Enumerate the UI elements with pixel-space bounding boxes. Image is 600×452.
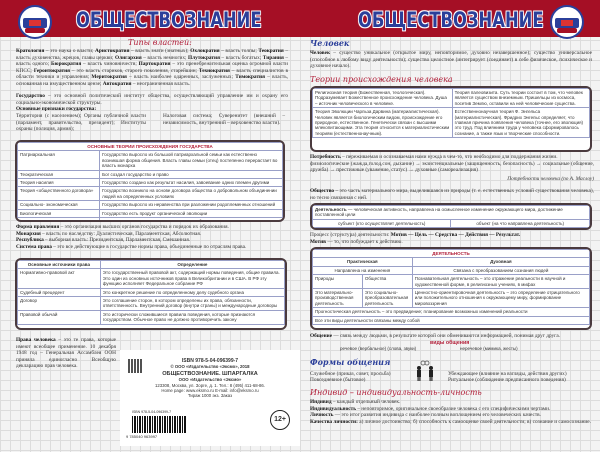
term: Государство <box>16 93 45 99</box>
cell-value: Ценностно-ориентировочная деятельность – это определение отрицательного или положительного отношения к окружающему миру, формирование мировоззрения <box>412 289 589 308</box>
term: Человек <box>310 50 330 56</box>
table-row <box>18 288 285 296</box>
term: Республика <box>16 237 44 244</box>
term: Личность <box>310 412 334 419</box>
term: Тирания <box>262 54 284 61</box>
text: – неограниченная власть. <box>131 80 191 87</box>
text: – власть толпы; <box>219 48 259 54</box>
table-row <box>18 269 285 288</box>
term: Теократия <box>258 48 284 54</box>
term: Монархия <box>16 230 41 237</box>
col-spiritual: Духовная <box>412 258 589 266</box>
text: – это власть стариков, старого поколения, старейшин; <box>70 67 199 74</box>
table-row <box>18 179 283 187</box>
table-row <box>313 108 590 138</box>
activity-object: объект (на что направлена деятельность) <box>451 219 590 227</box>
text: – власть по наследству: Дуалистическая, Парламентская, Абсолютная. <box>40 230 202 237</box>
term: Охлократия <box>190 48 220 54</box>
forms-heading: Формы общения <box>310 357 391 367</box>
table-cell: Судебный прецедент <box>18 288 101 296</box>
term: Олигархия <box>114 54 142 61</box>
table-cell: Теория «общественного договора» <box>18 187 100 201</box>
publisher-logo-left <box>18 5 52 39</box>
qr-code <box>128 359 142 373</box>
table-cell: Государство есть продукт органической эволюции <box>100 209 283 217</box>
society-paragraph <box>310 188 594 201</box>
text: – выборная власть: Президентская, Парламентская, Смешанная. <box>43 237 191 244</box>
column-header: Определение <box>100 261 284 269</box>
term: Технократия <box>198 67 230 74</box>
book-title: ОБЩЕСТВОЗНАНИЕ. ШПАРГАЛКА <box>162 370 258 377</box>
cell-cognitive: Познавательная деятельность – это отражение реальности в научной и художественной форме, в религиозных учениях, в мифах <box>412 275 589 289</box>
term: Форма правления <box>16 224 60 230</box>
text: а) личное достоинство; б) способность к самооценке своей деятельности; в) сознание и самосознание. <box>357 418 591 425</box>
text: – власть знати (знатных); <box>129 48 191 54</box>
text: – переживаемая и осознаваемая нами нужда в чем-то, что необходимо для поддержания жизни. <box>340 154 558 160</box>
term: Тимократия <box>235 74 265 81</box>
need-paragraph <box>310 154 594 174</box>
table-row <box>18 170 283 178</box>
term: Качества личности: <box>310 418 358 425</box>
text: – существо уникальное (открытое миру, неповторимое, духовно незавершенное); существо универсальное (способное к любому виду деятельности); существо целостное (интегрирует (соединяет) в себе физическое, психическое и духовное начало). <box>310 50 592 70</box>
cell-material: Это материально-производственная деятельность <box>313 289 363 308</box>
table-cell: Правовой обычай <box>18 310 101 324</box>
state-paragraph <box>16 93 288 106</box>
comm-verbal: речевое (вербальное) (слова, звуки) <box>340 346 417 351</box>
text: Процесс (структура) деятельности: <box>310 232 391 238</box>
table-row <box>18 310 285 324</box>
barcode-digits: 9 785040 963997 <box>126 434 158 439</box>
isbn: ISBN 978-5-04-096399-7 <box>181 358 239 364</box>
signs-col-1: Территория (с населением); Органы публичной власти (парламент, правительство, президент); Институты охраны (полиция, армия); <box>16 113 146 133</box>
web: Home page: www.eksmo.ru E-mail: info@eksmo.ru <box>161 388 259 394</box>
table-row <box>18 201 283 209</box>
form-everyday: Повседневное (бытовое) <box>310 377 366 383</box>
maslow-caption: Потребности человека (по А. Маслоу) <box>507 176 594 182</box>
publisher-logo-right <box>550 5 584 39</box>
table-header-row <box>18 261 285 269</box>
individual-heading: Индивид – индивидуальность-личность <box>310 388 482 397</box>
human-rights-paragraph <box>16 337 116 370</box>
page-title-right: ОБЩЕСТВОЗНАНИЕ <box>358 8 544 32</box>
origin-heading: Теории происхождения человека <box>310 75 453 84</box>
text: – власть наиболее одаренных, заслуженных; <box>126 74 236 81</box>
law-sources-table <box>15 258 287 330</box>
table-cell: Психике индивида изначально присуща потребность к повиновению <box>100 218 283 222</box>
table-cell: Патриархальная <box>18 151 100 170</box>
state-theories-table <box>15 140 285 222</box>
cell-social: Это социально-преобразовательная деятельность <box>362 289 412 308</box>
text: – это наука о власти; <box>44 48 96 54</box>
text: – власть чиновничеств; <box>81 61 139 68</box>
activity-box <box>310 203 592 230</box>
cell-directed: Направлена на изменения <box>313 266 413 274</box>
term: Общение <box>310 333 333 339</box>
activity-table-title: ДЕЯТЕЛЬНОСТЬ <box>313 250 590 258</box>
text: – это все действующие в государстве нормы права, объединенные по отраслям права. <box>51 243 247 250</box>
form-persuasive: Убеждающее (влияние на взгляды, действия других) <box>448 371 567 377</box>
term: Автократия <box>102 80 132 87</box>
table-row <box>18 151 283 170</box>
table-cell: Теория палеовизита. Суть теории состоит в том, что человек является существом внеземным. Пришельцы из космоса, посетив Землю, оставили на ней человеческие существа. <box>452 89 589 108</box>
text: – неповторимое, оригинальное своеобразие человека с его специфическими чертами. <box>356 405 551 412</box>
people-handshake-icon <box>415 360 439 382</box>
individual-paragraph <box>310 399 594 425</box>
text: — связь между людьми, в результате которой они обмениваются информацией, понимая друг друга. <box>332 333 561 339</box>
cell-nature: Природы <box>313 275 363 289</box>
text: – власть немногих; <box>141 54 188 61</box>
page-title-left: ОБЩЕСТВОЗНАНИЕ <box>76 8 262 32</box>
text: – власть, основанная на имущественном цензе; <box>16 74 288 87</box>
term: Аристократия <box>95 48 130 54</box>
signs-heading: Основные признаки государства: <box>16 106 97 112</box>
table-cell: Договор <box>18 297 101 311</box>
table-title: ОСНОВНЫЕ ТЕОРИИ ПРОИСХОЖДЕНИЯ ГОСУДАРСТВА <box>18 143 283 151</box>
text: – власть специалистов в области техники и управления; <box>16 67 288 81</box>
barcode <box>132 416 187 433</box>
table-cell: Это исторически сложившиеся правила поведения, которые признаются государством. Обычное право не должно противоречить закону <box>100 310 284 324</box>
table-title-row <box>18 143 283 151</box>
human-origin-table <box>310 86 592 152</box>
text: – это пренебрежительная оценка огромной власти КПСС; <box>16 61 288 74</box>
cell-all: Все эти виды деятельности связаны между собой <box>313 316 590 324</box>
process-paragraph <box>310 232 594 245</box>
term: Мотив — Цель — Средства — Действия — Результат. <box>390 232 521 238</box>
form-service: Служебное (приказ, совет, просьба) <box>310 371 391 377</box>
text: — это итог развития индивида с наиболее полным воплощением его человеческих качеств. <box>333 412 541 419</box>
table-cell: Теория Эволюции Чарльза Дарвина (материалистическая). Человек является биологическим видом, происхождение его природное, естественное. Генетически связан с высшими млекопитающими. Эта теория относится к материалистическим теориям (естественнонаучным). <box>313 108 453 138</box>
text: – это те права, которые имеют всеобщее применение. 10 декабря 1948 год – Генеральная Ассамблея ООН приняла единогласно Всеобщую декларацию прав человека. <box>16 337 116 370</box>
cell-society: Общества <box>362 275 412 289</box>
text: – это организация высших органов государства и порядок их образования. <box>59 224 229 230</box>
term: Индивид <box>310 399 332 405</box>
types-heading: Типы властей: <box>128 38 192 47</box>
comm-types-title: виды общения <box>430 340 470 346</box>
term: Бюрократия <box>51 61 82 68</box>
activity-subject: субъект (кто осуществляет деятельность) <box>313 219 451 227</box>
text: – власть духовенства, жрецов, главы церкви; <box>16 48 288 61</box>
table-cell: Государство выросло из большой патриархальной семьи как естественно возникшая форма общения. Власть главы семьи (отец) постепенно перерастает во власть монарха <box>100 151 283 170</box>
text: – власть одного; <box>16 54 288 68</box>
age-rating-badge: 12+ <box>270 410 290 430</box>
text: – власть богатых; <box>219 54 263 61</box>
copyright: © ООО «Издательство «Эксмо», 2018 <box>170 364 250 370</box>
form-ritual: Ритуальное (соблюдение предписанного поведения) <box>448 377 566 383</box>
person-heading: Человек <box>310 38 350 48</box>
table-cell: Бог создал государство и право <box>100 170 283 178</box>
activity-table <box>310 247 592 330</box>
table-row <box>313 89 590 108</box>
power-types-paragraph <box>16 48 288 88</box>
table-cell: Теория насилия <box>18 179 100 187</box>
table-cell: Социально- экономическая <box>18 201 100 209</box>
text: — то, что побуждает к действию. <box>326 238 403 245</box>
table-row <box>18 187 283 201</box>
cell-prognostic: Прогностическая деятельность – это предвидение; планирование возможных изменений реальности <box>313 308 590 316</box>
table-cell: Религиозная теория (Божественная, теологическая). Подразумевает Божественное происхождение человека. Душа – источник человеческого в человеке. <box>313 89 453 108</box>
table-cell: Теократическая <box>18 170 100 178</box>
table-cell: Биологическая <box>18 209 100 217</box>
table-cell: Государство создано как результат насилия, завоевание одних племен другими <box>100 179 283 187</box>
term: Кратология <box>16 48 45 54</box>
term: Общество <box>310 188 335 194</box>
government-forms-paragraph <box>16 224 288 250</box>
cell-linked: Связана с преобразованием сознания людей <box>412 266 589 274</box>
communication-paragraph <box>310 333 594 340</box>
term: Права человека <box>16 337 56 343</box>
term: Партократия <box>138 61 171 68</box>
table-cell: Естественнонаучная теория Ф. Энгельса (материалистическая). Фридрих Энгельс определяет, что главная причина появления человека (точнее, его эволюция) это труд. Под влиянием труда у человека сформировалось сознание, а также язык и творческие способности. <box>452 108 589 138</box>
term: Меритократия <box>91 74 127 81</box>
table-cell: Это конкретное решение по определенному делу судебного органа <box>100 288 284 296</box>
table-cell: Нормативно-правовой акт <box>18 269 101 288</box>
table-cell: Государство выросло из неравенства при разложении родоплеменных отношений <box>100 201 283 209</box>
activity-term: Деятельность <box>315 207 347 212</box>
text: физиологические (жажда,голод,сон, дыхание) → экзистенциальные (защищенность, безопасность) → социальные (общение, дружба) → престижные (уважение, статус) → духовные (самореализация) <box>310 160 594 174</box>
text: – это основной политический институт общества, осуществляющий управление им и охрану его социально-экономической структуры. <box>16 93 288 106</box>
activity-definition: — человеческая активность, направлена на осмысленное изменение окружающего мира, достижение поставленной цели <box>315 207 563 218</box>
term: Мотив <box>310 238 327 245</box>
table-row <box>18 209 283 217</box>
term: Геронтократия <box>33 67 70 74</box>
signs-col-2: Налоговая система; Суверенитет (внешний – независимость, внутренний – верховенство власти). <box>163 113 285 126</box>
person-paragraph <box>310 50 592 70</box>
comm-nonverbal: неречевое (мимика, жесты) <box>460 346 518 351</box>
print-run: Тираж 1000 экз. Заказ <box>187 393 233 399</box>
column-header: Основные источники права <box>18 261 101 269</box>
text: – каждый отдельный человек. <box>331 399 401 405</box>
table-cell: Это государственный правовой акт, содержащий нормы поведения, общие правила. Это один из основных источников права в Великобритании и в США. В РФ эту функцию исполняет Федеральное собрание РФ <box>100 269 284 288</box>
table-cell: Это соглашение сторон, в котором определены их права, обязанности, ответственность. Внутренний договор (внутри страны) и международные договоры <box>100 297 284 311</box>
text: – это часть материального мира, выделившаяся из природы (т. е. естественных условий существования человека), но тесно связанная с ней. <box>310 188 594 201</box>
isbn-sticker <box>120 350 300 446</box>
table-row <box>18 297 285 311</box>
term: Плутократия <box>187 54 220 61</box>
term: Индивидуальность <box>310 405 356 412</box>
address: 123308, Москва, ул. Зорге, д. 1. Тел.: 8 (495) 411-68-86. <box>154 382 266 388</box>
table-cell: Психологическая <box>18 218 100 222</box>
table-cell: Государство возникло на основе договора общества о добровольном объединении людей на определенных условиях <box>100 187 283 201</box>
col-practical: Практическая <box>313 258 413 266</box>
term: Система права <box>16 243 52 250</box>
isbn-small: ISBN 978-5-04-096399-7 <box>132 410 172 414</box>
table-row <box>18 218 283 222</box>
publisher: ООО «Издательство «Эксмо» <box>178 377 242 383</box>
term: Потребность <box>310 154 341 160</box>
